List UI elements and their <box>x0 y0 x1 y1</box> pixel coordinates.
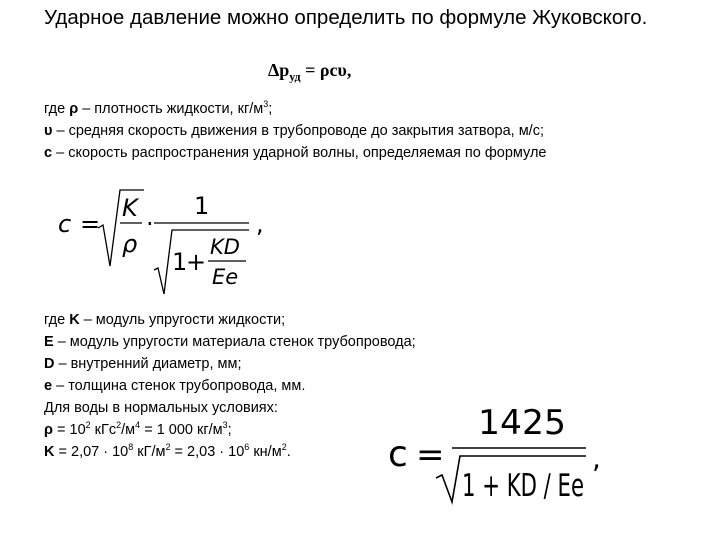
formula-subscript: уд <box>289 69 301 84</box>
water-K-line: $K = 2,07 \cdot 10^8$ $кГ/м^2 = 2,03 \cdot 10^6$ $кн/м^2$. <box>44 442 291 460</box>
formula1-eq: = <box>80 210 101 238</box>
water-heading: Для воды в нормальных условиях: <box>44 400 278 416</box>
formula1-one2: 1 <box>172 248 188 276</box>
water-wave-speed-formula <box>386 396 616 506</box>
slide-title: Ударное давление можно определить по формуле Жуковского. <box>44 6 648 29</box>
definition-wave-speed: c – скорость распространения ударной волны, определяемая по формуле <box>44 145 547 161</box>
water-rho-line: $\rho = 10^2$ $кГс^2/м^4 = 1$ 000 $кг/м^3$; <box>44 420 232 438</box>
formula1-c: c <box>58 210 72 238</box>
formula-rhs: = ρcυ, <box>300 60 352 80</box>
formula2-comma: , <box>592 442 601 475</box>
formula2-eq: = <box>416 435 445 475</box>
formula1-dot: · <box>146 210 154 238</box>
definition-e: e – толщина стенок трубопровода, мм. <box>44 378 306 394</box>
definitions-block <box>44 98 547 164</box>
definition-velocity: υ – средняя скорость движения в трубопроводе до закрытия затвора, м/с; <box>44 123 544 139</box>
definition-K: где K – модуль упругости жидкости; <box>44 312 286 328</box>
formula1-one: 1 <box>194 192 210 220</box>
formula2-c: c <box>388 434 408 475</box>
formula2-numerator: 1425 <box>478 403 566 443</box>
formula-lhs: Δp <box>268 60 290 80</box>
formula1-plus: + <box>186 248 207 276</box>
definition-rho: где ρ – плотность жидкости, $кг/м^3$; <box>44 99 273 117</box>
formula1-comma: , <box>256 210 264 238</box>
zhukovsky-formula <box>268 60 351 85</box>
definition-D: D – внутренний диаметр, мм; <box>44 356 242 372</box>
formula1-KD: KD <box>210 235 240 259</box>
definitions-block-2 <box>44 309 416 463</box>
formula1-rho: ρ <box>122 230 138 258</box>
definition-E: E – модуль упругости материала стенок трубопровода; <box>44 334 416 350</box>
formula1-K: K <box>122 194 138 222</box>
formula1-Ee: Ee <box>212 265 239 289</box>
wave-speed-formula <box>54 186 294 298</box>
formula2-denominator: 1 + KD / Ee <box>462 468 584 504</box>
